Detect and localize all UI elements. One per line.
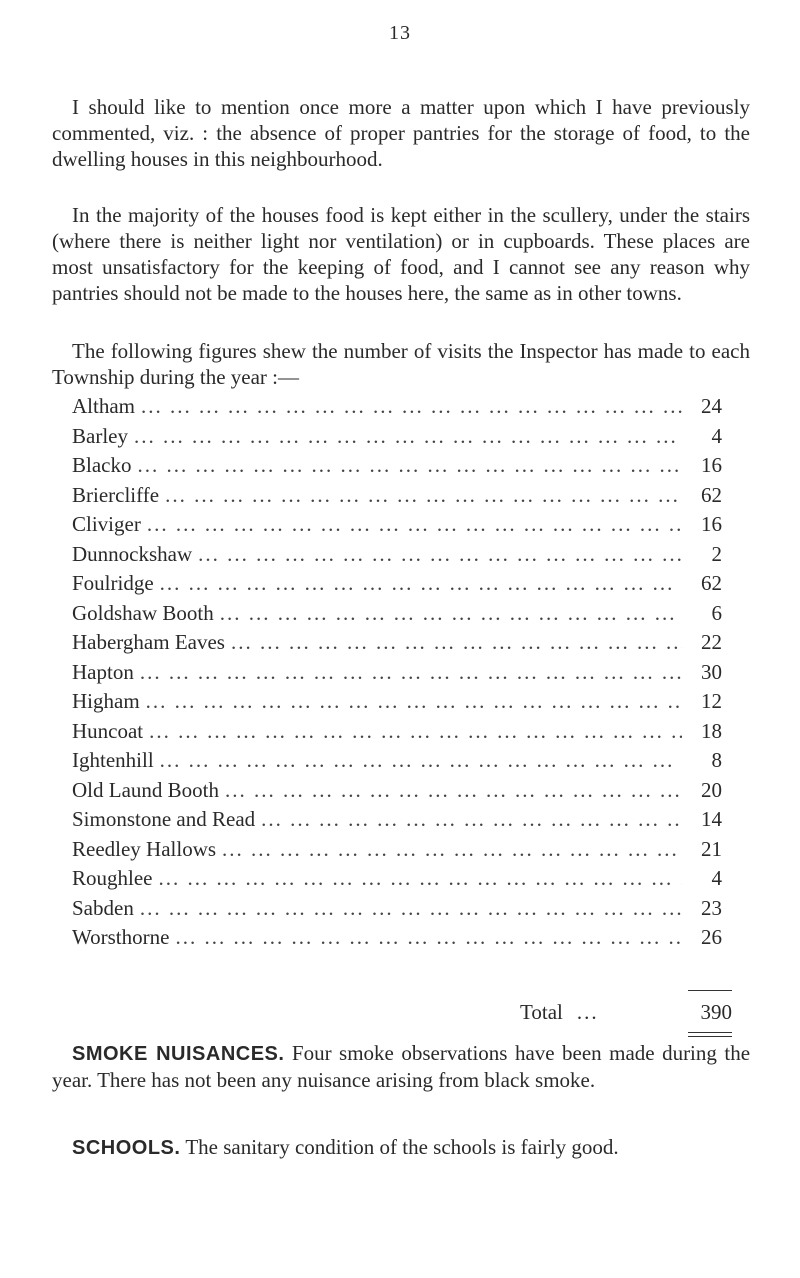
total-leader: ... (576, 1000, 599, 1024)
dot-leader (225, 778, 682, 803)
table-row (72, 394, 722, 424)
visit-count: 4 (711, 423, 722, 448)
dot-leader (146, 689, 682, 714)
paragraph-visits-intro: The following figures shew the number of visits the Inspector has made to each Township during the year :— (52, 339, 750, 389)
visit-count: 18 (701, 718, 722, 743)
visit-count: 30 (701, 659, 722, 684)
township-name: Goldshaw Booth (72, 600, 214, 625)
schools-heading: SCHOOLS. (72, 1137, 181, 1159)
dot-leader (134, 424, 682, 449)
table-row (72, 866, 722, 896)
dot-leader (149, 719, 682, 744)
dot-leader (175, 925, 682, 950)
visit-count: 14 (701, 807, 722, 831)
dot-leader (220, 601, 682, 626)
visit-count: 62 (701, 571, 722, 595)
table-row (72, 453, 722, 483)
township-name: Altham (72, 394, 135, 418)
visits-table (72, 394, 722, 955)
visit-count: 2 (711, 541, 722, 566)
visit-count: 24 (701, 394, 722, 418)
dot-leader (160, 748, 682, 773)
dot-leader (147, 512, 682, 537)
township-name: Worsthorne (72, 925, 170, 949)
table-row (72, 512, 722, 542)
dot-leader (137, 453, 682, 478)
visit-count: 8 (711, 748, 722, 772)
visit-count: 20 (701, 777, 722, 802)
table-row (72, 778, 722, 808)
visit-count: 16 (701, 512, 722, 536)
visit-count: 16 (701, 453, 722, 477)
table-row (72, 630, 722, 660)
table-row (72, 807, 722, 837)
paragraph-food-storage: In the majority of the houses food is kept either in the scullery, under the stairs (where there is neither light nor ventilation) or in cupboards. These places are most unsatisfactory for the keeping of food, and I cannot see any reason why pantries should not be made to the houses here, the same as in other towns. (52, 203, 750, 305)
dot-leader (140, 896, 682, 921)
table-row (72, 896, 722, 926)
dot-leader (158, 866, 682, 891)
township-name: Foulridge (72, 571, 154, 595)
visit-count: 6 (711, 600, 722, 625)
table-row (72, 719, 722, 749)
table-row (72, 601, 722, 631)
township-name: Briercliffe (72, 482, 160, 507)
smoke-text: Four smoke observations have been made during the year. There has not been any nuisance arising from black smoke. (52, 1041, 751, 1092)
township-name: Cliviger (72, 512, 141, 536)
table-row (72, 542, 722, 572)
visit-count: 62 (701, 482, 722, 507)
township-name: Higham (72, 689, 140, 713)
table-row (72, 660, 722, 690)
visit-count: 4 (711, 866, 722, 890)
visit-count: 21 (701, 836, 722, 861)
table-row (72, 424, 722, 454)
dot-leader (165, 483, 682, 508)
dot-leader (231, 630, 682, 655)
visit-count: 26 (701, 925, 722, 949)
township-name: Barley (72, 423, 128, 448)
township-name: Roughlee (72, 866, 153, 890)
table-row (72, 925, 722, 955)
schools-text: The sanitary condition of the schools is fairly good. (185, 1135, 619, 1159)
table-row (72, 837, 722, 867)
visit-count: 23 (701, 895, 722, 920)
dot-leader (198, 542, 682, 567)
township-name: Huncoat (72, 718, 144, 743)
dot-leader (222, 837, 682, 862)
dot-leader (140, 660, 682, 685)
township-name: Hapton (72, 659, 134, 684)
township-name: Blacko (72, 453, 132, 477)
total-row (520, 1000, 732, 1025)
dot-leader (160, 571, 682, 596)
table-row (72, 748, 722, 778)
visit-count: 22 (701, 630, 722, 654)
township-name: Simonstone and Read (72, 807, 256, 831)
total-double-rule (688, 1032, 732, 1037)
table-row (72, 689, 722, 719)
township-name: Dunnockshaw (72, 541, 193, 566)
township-name: Habergham Eaves (72, 630, 225, 654)
paragraph-schools (52, 1134, 750, 1161)
paragraph-pantries: I should like to mention once more a matter upon which I have previously commented, viz. : the absence of proper pantries for the storage of food, to the dwelling houses in this neighbourhood. (52, 95, 750, 171)
township-name: Sabden (72, 895, 134, 920)
table-row (72, 483, 722, 513)
total-value: 390 (700, 1000, 732, 1024)
paragraph-smoke-nuisances (52, 1040, 750, 1093)
dot-leader (261, 807, 682, 832)
total-label: Total (520, 1000, 563, 1024)
township-name: Ightenhill (72, 748, 154, 772)
dot-leader (141, 394, 682, 419)
total-rule (688, 990, 732, 991)
visit-count: 12 (701, 689, 722, 713)
smoke-heading: SMOKE NUISANCES. (72, 1043, 285, 1065)
table-row (72, 571, 722, 601)
page-number: 13 (389, 22, 411, 44)
township-name: Old Laund Booth (72, 777, 219, 802)
township-name: Reedley Hallows (72, 836, 217, 861)
